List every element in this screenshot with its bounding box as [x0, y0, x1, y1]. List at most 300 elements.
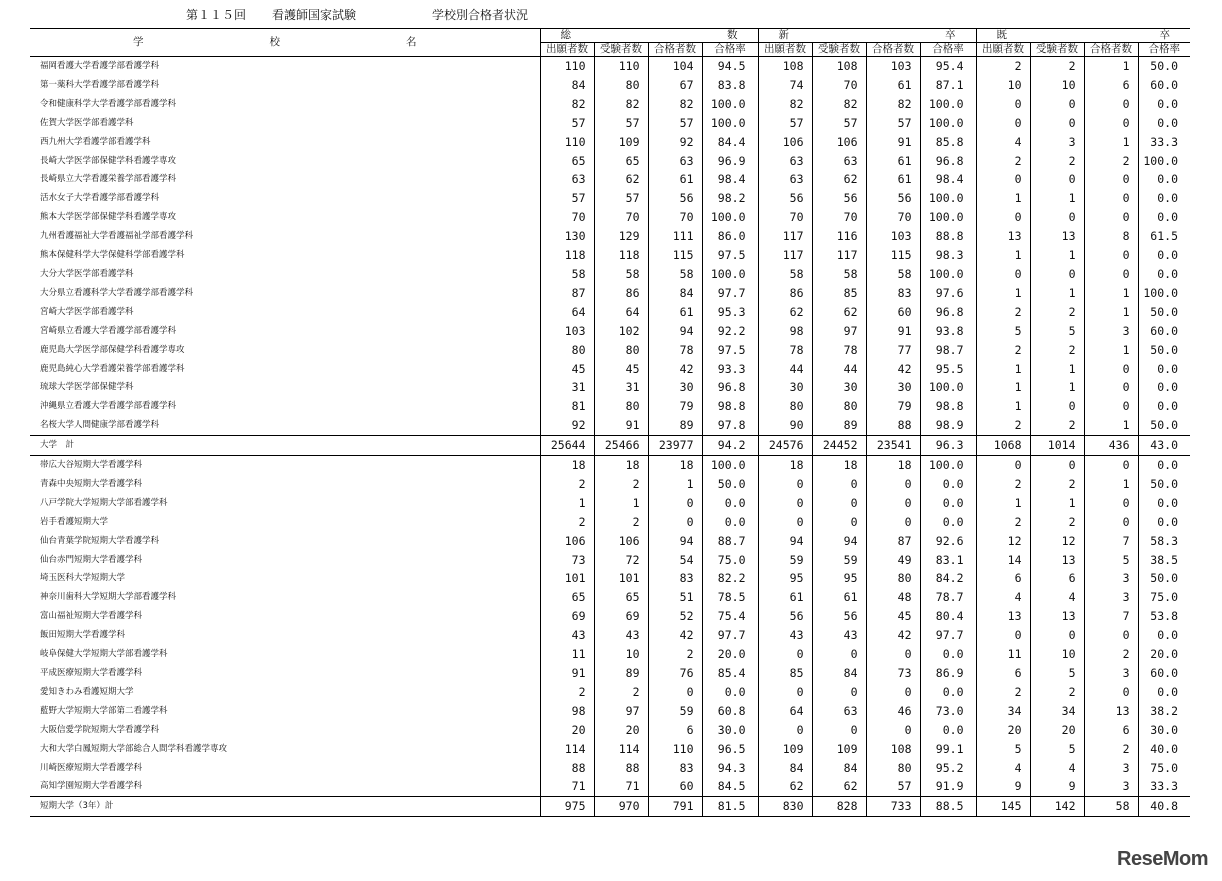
- count-cell: 7: [1084, 607, 1138, 626]
- count-cell: 12: [976, 532, 1030, 551]
- pass-rate-cell: 98.8: [702, 397, 758, 416]
- table-row: [30, 588, 1190, 607]
- table-row: [30, 645, 1190, 664]
- count-cell: 0: [866, 494, 920, 513]
- count-cell: 101: [594, 569, 648, 588]
- pass-rate-cell: 50.0: [1138, 569, 1190, 588]
- pass-rate-cell: 38.2: [1138, 702, 1190, 721]
- count-cell: 8: [1084, 227, 1138, 246]
- count-cell: 0: [976, 114, 1030, 133]
- count-cell: 88: [866, 416, 920, 435]
- count-cell: 45: [866, 607, 920, 626]
- pass-rate-cell: 96.5: [702, 740, 758, 759]
- count-cell: 62: [812, 170, 866, 189]
- count-cell: 91: [866, 322, 920, 341]
- count-cell: 0: [1084, 265, 1138, 284]
- table-row: [30, 378, 1190, 397]
- count-cell: 7: [1084, 532, 1138, 551]
- count-cell: 20: [1030, 721, 1084, 740]
- count-cell: 130: [540, 227, 594, 246]
- pass-rate-cell: 0.0: [702, 513, 758, 532]
- count-cell: 2: [540, 683, 594, 702]
- column-header: 出願者数: [540, 43, 594, 57]
- count-cell: 43: [758, 626, 812, 645]
- count-cell: 45: [594, 360, 648, 379]
- pass-rate-cell: 97.5: [702, 341, 758, 360]
- count-cell: 0: [758, 475, 812, 494]
- pass-rate-cell: 83.8: [702, 76, 758, 95]
- count-cell: 85: [758, 664, 812, 683]
- pass-rate-cell: 96.8: [920, 303, 976, 322]
- table-row: [30, 702, 1190, 721]
- header-char: 名: [406, 36, 417, 48]
- count-cell: 3: [1084, 569, 1138, 588]
- count-cell: 64: [758, 702, 812, 721]
- count-cell: 1: [1030, 494, 1084, 513]
- pass-rate-cell: 82.2: [702, 569, 758, 588]
- count-cell: 1: [976, 189, 1030, 208]
- count-cell: 0: [812, 645, 866, 664]
- table-row: [30, 664, 1190, 683]
- count-cell: 2: [1084, 152, 1138, 171]
- count-cell: 6: [976, 664, 1030, 683]
- table-row: [30, 551, 1190, 570]
- pass-rate-cell: 0.0: [1138, 397, 1190, 416]
- pass-rate-cell: 99.1: [920, 740, 976, 759]
- count-cell: 44: [758, 360, 812, 379]
- table-row: [30, 475, 1190, 494]
- count-cell: 2: [1030, 475, 1084, 494]
- count-cell: 70: [758, 208, 812, 227]
- count-cell: 91: [594, 416, 648, 435]
- column-header: 受験者数: [594, 43, 648, 57]
- count-cell: 1: [1084, 57, 1138, 76]
- count-cell: 69: [540, 607, 594, 626]
- count-cell: 80: [758, 397, 812, 416]
- count-cell: 11: [976, 645, 1030, 664]
- count-cell: 82: [648, 95, 702, 114]
- count-cell: 0: [976, 626, 1030, 645]
- count-cell: 142: [1030, 797, 1084, 817]
- count-cell: 63: [812, 702, 866, 721]
- school-name: 名桜大学人間健康学部看護学科: [40, 420, 160, 431]
- count-cell: 1: [1030, 246, 1084, 265]
- pass-rate-cell: 0.0: [1138, 456, 1190, 475]
- count-cell: 0: [1030, 114, 1084, 133]
- count-cell: 2: [1030, 341, 1084, 360]
- count-cell: 67: [648, 76, 702, 95]
- pass-rate-cell: 60.0: [1138, 76, 1190, 95]
- count-cell: 87: [866, 532, 920, 551]
- count-cell: 78: [648, 341, 702, 360]
- count-cell: 62: [812, 777, 866, 796]
- pass-rate-cell: 0.0: [1138, 208, 1190, 227]
- count-cell: 84: [540, 76, 594, 95]
- count-cell: 79: [648, 397, 702, 416]
- pass-rate-cell: 100.0: [702, 114, 758, 133]
- pass-rate-cell: 100.0: [920, 95, 976, 114]
- count-cell: 18: [648, 456, 702, 475]
- count-cell: 64: [594, 303, 648, 322]
- school-name: 大阪信愛学院短期大学看護学科: [40, 724, 160, 735]
- count-cell: 117: [758, 227, 812, 246]
- count-cell: 73: [866, 664, 920, 683]
- pass-rate-cell: 50.0: [1138, 416, 1190, 435]
- pass-rate-cell: 100.0: [920, 378, 976, 397]
- count-cell: 2: [1030, 152, 1084, 171]
- count-cell: 61: [866, 170, 920, 189]
- table-row: [30, 740, 1190, 759]
- count-cell: 31: [540, 378, 594, 397]
- document-header: [0, 4, 1222, 24]
- header-char: 既: [996, 29, 1007, 41]
- count-cell: 74: [758, 76, 812, 95]
- count-cell: 58: [594, 265, 648, 284]
- table-row: [30, 322, 1190, 341]
- column-header: 合格者数: [1084, 43, 1138, 57]
- count-cell: 57: [540, 114, 594, 133]
- header-char: 卒: [945, 29, 956, 41]
- count-cell: 61: [866, 76, 920, 95]
- count-cell: 1: [976, 246, 1030, 265]
- count-cell: 116: [812, 227, 866, 246]
- pass-rate-cell: 98.4: [702, 170, 758, 189]
- count-cell: 6: [1084, 721, 1138, 740]
- count-cell: 3: [1030, 133, 1084, 152]
- pass-rate-cell: 98.8: [920, 397, 976, 416]
- pass-rate-cell: 0.0: [920, 645, 976, 664]
- count-cell: 69: [594, 607, 648, 626]
- pass-rate-cell: 33.3: [1138, 133, 1190, 152]
- count-cell: 23977: [648, 436, 702, 456]
- count-cell: 13: [1030, 551, 1084, 570]
- table-row: [30, 416, 1190, 435]
- count-cell: 57: [594, 189, 648, 208]
- count-cell: 1: [540, 494, 594, 513]
- pass-rate-cell: 0.0: [1138, 683, 1190, 702]
- school-name: 長崎県立大学看護栄養学部看護学科: [40, 174, 177, 185]
- header-char: 数: [727, 29, 738, 41]
- pass-rate-cell: 95.2: [920, 759, 976, 778]
- count-cell: 1: [976, 397, 1030, 416]
- school-name: 長崎大学医学部保健学科看護学専攻: [40, 155, 177, 166]
- count-cell: 1: [1030, 360, 1084, 379]
- school-name: 鹿児島大学医学部保健学科看護学専攻: [40, 344, 185, 355]
- count-cell: 91: [866, 133, 920, 152]
- count-cell: 103: [866, 227, 920, 246]
- count-cell: 109: [812, 740, 866, 759]
- pass-rate-cell: 50.0: [1138, 341, 1190, 360]
- count-cell: 2: [648, 645, 702, 664]
- count-cell: 30: [758, 378, 812, 397]
- count-cell: 13: [1084, 702, 1138, 721]
- pass-rate-cell: 88.5: [920, 797, 976, 817]
- count-cell: 86: [594, 284, 648, 303]
- count-cell: 791: [648, 797, 702, 817]
- count-cell: 13: [1030, 227, 1084, 246]
- count-cell: 0: [812, 475, 866, 494]
- count-cell: 1: [976, 494, 1030, 513]
- school-name: 令和健康科学大学看護学部看護学科: [40, 98, 177, 109]
- count-cell: 115: [866, 246, 920, 265]
- table-row: [30, 265, 1190, 284]
- pass-rate-cell: 60.0: [1138, 664, 1190, 683]
- count-cell: 52: [648, 607, 702, 626]
- count-cell: 2: [1030, 303, 1084, 322]
- count-cell: 3: [1084, 322, 1138, 341]
- pass-rate-cell: 96.9: [702, 152, 758, 171]
- count-cell: 80: [594, 397, 648, 416]
- count-cell: 63: [648, 152, 702, 171]
- count-cell: 975: [540, 797, 594, 817]
- count-cell: 56: [812, 189, 866, 208]
- pass-rate-cell: 84.2: [920, 569, 976, 588]
- pass-rate-cell: 0.0: [920, 475, 976, 494]
- count-cell: 1: [1084, 341, 1138, 360]
- count-cell: 0: [1030, 170, 1084, 189]
- pass-rate-cell: 97.6: [920, 284, 976, 303]
- count-cell: 13: [976, 607, 1030, 626]
- pass-rate-cell: 86.0: [702, 227, 758, 246]
- pass-rate-cell: 100.0: [920, 114, 976, 133]
- count-cell: 78: [758, 341, 812, 360]
- count-cell: 1: [1030, 189, 1084, 208]
- count-cell: 98: [540, 702, 594, 721]
- count-cell: 0: [1084, 378, 1138, 397]
- pass-rate-cell: 80.4: [920, 607, 976, 626]
- count-cell: 46: [866, 702, 920, 721]
- count-cell: 58: [866, 265, 920, 284]
- pass-rate-cell: 60.0: [1138, 322, 1190, 341]
- header-char: 総: [560, 29, 571, 41]
- school-name: 沖縄県立看護大学看護学部看護学科: [40, 401, 177, 412]
- count-cell: 1: [594, 494, 648, 513]
- count-cell: 1: [1084, 416, 1138, 435]
- count-cell: 0: [866, 475, 920, 494]
- count-cell: 94: [648, 322, 702, 341]
- count-cell: 114: [540, 740, 594, 759]
- pass-rate-cell: 100.0: [702, 456, 758, 475]
- table-row: [30, 76, 1190, 95]
- count-cell: 2: [1030, 683, 1084, 702]
- table-row: [30, 189, 1190, 208]
- count-cell: 1: [976, 378, 1030, 397]
- count-cell: 0: [812, 721, 866, 740]
- pass-rate-cell: 0.0: [1138, 170, 1190, 189]
- count-cell: 63: [540, 170, 594, 189]
- count-cell: 83: [648, 759, 702, 778]
- count-cell: 110: [648, 740, 702, 759]
- count-cell: 103: [540, 322, 594, 341]
- pass-rate-cell: 0.0: [920, 683, 976, 702]
- count-cell: 108: [812, 57, 866, 76]
- pass-rate-cell: 85.8: [920, 133, 976, 152]
- count-cell: 77: [866, 341, 920, 360]
- count-cell: 76: [648, 664, 702, 683]
- group-header-total: [540, 29, 758, 43]
- school-name: 高知学園短期大学看護学科: [40, 781, 143, 792]
- count-cell: 57: [594, 114, 648, 133]
- count-cell: 70: [812, 208, 866, 227]
- count-cell: 830: [758, 797, 812, 817]
- count-cell: 2: [1084, 740, 1138, 759]
- school-name: 佐賀大学医学部看護学科: [40, 117, 134, 128]
- count-cell: 72: [594, 551, 648, 570]
- count-cell: 111: [648, 227, 702, 246]
- count-cell: 24576: [758, 436, 812, 456]
- pass-rate-cell: 0.0: [702, 683, 758, 702]
- pass-rate-cell: 86.9: [920, 664, 976, 683]
- count-cell: 108: [758, 57, 812, 76]
- pass-rate-cell: 97.7: [702, 284, 758, 303]
- pass-rate-cell: 30.0: [702, 721, 758, 740]
- count-cell: 1: [1084, 133, 1138, 152]
- pass-rate-cell: 0.0: [1138, 494, 1190, 513]
- count-cell: 3: [1084, 588, 1138, 607]
- pass-rate-cell: 97.7: [702, 626, 758, 645]
- table-row: [30, 303, 1190, 322]
- count-cell: 24452: [812, 436, 866, 456]
- pass-rate-cell: 96.3: [920, 436, 976, 456]
- count-cell: 44: [812, 360, 866, 379]
- results-table: [30, 28, 1190, 817]
- count-cell: 30: [812, 378, 866, 397]
- count-cell: 61: [648, 170, 702, 189]
- count-cell: 65: [594, 588, 648, 607]
- count-cell: 0: [1084, 95, 1138, 114]
- exam-name: 看護師国家試験: [272, 8, 357, 22]
- count-cell: 733: [866, 797, 920, 817]
- count-cell: 110: [540, 57, 594, 76]
- count-cell: 92: [648, 133, 702, 152]
- count-cell: 0: [812, 683, 866, 702]
- pass-rate-cell: 0.0: [1138, 246, 1190, 265]
- pass-rate-cell: 0.0: [1138, 114, 1190, 133]
- count-cell: 88: [540, 759, 594, 778]
- count-cell: 145: [976, 797, 1030, 817]
- count-cell: 43: [594, 626, 648, 645]
- school-name: 西九州大学看護学部看護学科: [40, 136, 151, 147]
- table-row: [30, 246, 1190, 265]
- count-cell: 94: [648, 532, 702, 551]
- count-cell: 6: [648, 721, 702, 740]
- pass-rate-cell: 87.1: [920, 76, 976, 95]
- count-cell: 970: [594, 797, 648, 817]
- count-cell: 2: [976, 341, 1030, 360]
- count-cell: 0: [1030, 208, 1084, 227]
- count-cell: 84: [812, 759, 866, 778]
- pass-rate-cell: 0.0: [920, 513, 976, 532]
- count-cell: 85: [812, 284, 866, 303]
- count-cell: 2: [540, 513, 594, 532]
- count-cell: 98: [758, 322, 812, 341]
- count-cell: 118: [540, 246, 594, 265]
- count-cell: 106: [758, 133, 812, 152]
- pass-rate-cell: 91.9: [920, 777, 976, 796]
- count-cell: 0: [1084, 513, 1138, 532]
- pass-rate-cell: 93.3: [702, 360, 758, 379]
- table-row: [30, 341, 1190, 360]
- count-cell: 18: [540, 456, 594, 475]
- pass-rate-cell: 100.0: [702, 265, 758, 284]
- count-cell: 89: [648, 416, 702, 435]
- count-cell: 51: [648, 588, 702, 607]
- school-name: 九州看護福祉大学看護福祉学部看護学科: [40, 231, 194, 242]
- pass-rate-cell: 75.4: [702, 607, 758, 626]
- count-cell: 102: [594, 322, 648, 341]
- count-cell: 0: [1030, 626, 1084, 645]
- count-cell: 34: [1030, 702, 1084, 721]
- count-cell: 0: [976, 456, 1030, 475]
- pass-rate-cell: 38.5: [1138, 551, 1190, 570]
- count-cell: 57: [866, 114, 920, 133]
- count-cell: 82: [540, 95, 594, 114]
- count-cell: 18: [866, 456, 920, 475]
- school-name: 第一薬科大学看護学部看護学科: [40, 79, 160, 90]
- count-cell: 80: [594, 76, 648, 95]
- count-cell: 0: [1084, 246, 1138, 265]
- count-cell: 65: [540, 588, 594, 607]
- count-cell: 0: [1030, 397, 1084, 416]
- pass-rate-cell: 98.4: [920, 170, 976, 189]
- count-cell: 70: [594, 208, 648, 227]
- pass-rate-cell: 94.2: [702, 436, 758, 456]
- count-cell: 0: [1084, 360, 1138, 379]
- count-cell: 2: [1084, 645, 1138, 664]
- count-cell: 49: [866, 551, 920, 570]
- table-row: [30, 759, 1190, 778]
- pass-rate-cell: 94.5: [702, 57, 758, 76]
- count-cell: 4: [976, 588, 1030, 607]
- count-cell: 62: [812, 303, 866, 322]
- count-cell: 2: [1030, 416, 1084, 435]
- count-cell: 43: [540, 626, 594, 645]
- count-cell: 88: [594, 759, 648, 778]
- count-cell: 3: [1084, 664, 1138, 683]
- table-row: [30, 133, 1190, 152]
- count-cell: 2: [976, 475, 1030, 494]
- pass-rate-cell: 75.0: [702, 551, 758, 570]
- pass-rate-cell: 0.0: [1138, 265, 1190, 284]
- count-cell: 59: [758, 551, 812, 570]
- count-cell: 18: [812, 456, 866, 475]
- count-cell: 42: [648, 626, 702, 645]
- count-cell: 0: [866, 721, 920, 740]
- count-cell: 10: [1030, 76, 1084, 95]
- count-cell: 13: [976, 227, 1030, 246]
- count-cell: 109: [594, 133, 648, 152]
- pass-rate-cell: 81.5: [702, 797, 758, 817]
- column-header: 合格率: [920, 43, 976, 57]
- school-name: 富山福祉短期大学看護学科: [40, 611, 143, 622]
- table-row: [30, 170, 1190, 189]
- count-cell: 64: [540, 303, 594, 322]
- count-cell: 34: [976, 702, 1030, 721]
- pass-rate-cell: 97.7: [920, 626, 976, 645]
- count-cell: 0: [758, 683, 812, 702]
- count-cell: 103: [866, 57, 920, 76]
- school-name: 埼玉医科大学短期大学: [40, 573, 126, 584]
- table-row: [30, 284, 1190, 303]
- count-cell: 0: [976, 265, 1030, 284]
- count-cell: 57: [758, 114, 812, 133]
- count-cell: 6: [976, 569, 1030, 588]
- count-cell: 5: [1030, 664, 1084, 683]
- school-name: 宮崎県立看護大学看護学部看護学科: [40, 325, 177, 336]
- count-cell: 0: [812, 513, 866, 532]
- count-cell: 83: [866, 284, 920, 303]
- count-cell: 0: [758, 645, 812, 664]
